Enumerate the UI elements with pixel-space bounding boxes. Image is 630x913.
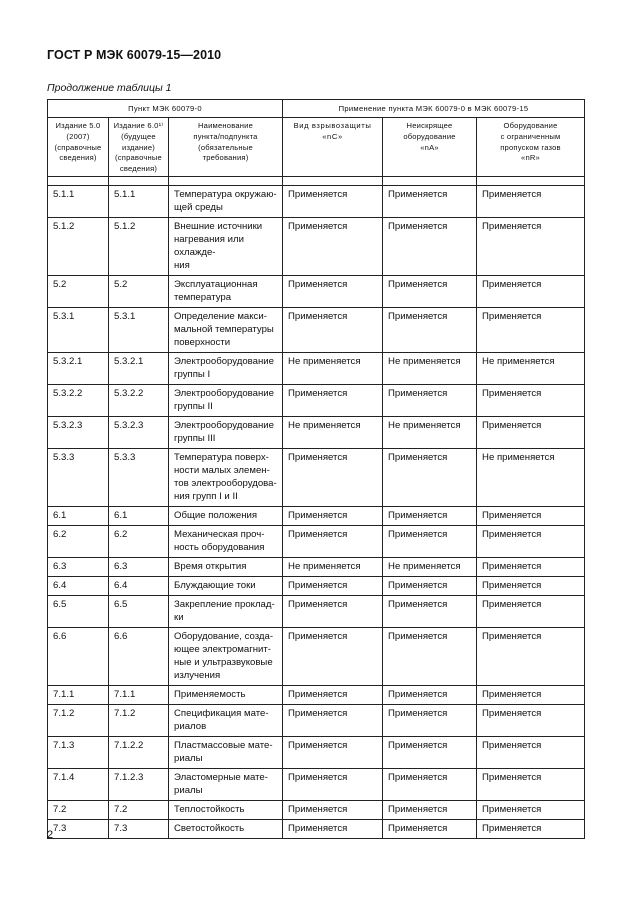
cell-na: Применяется xyxy=(383,596,477,628)
cell-edition-6: 5.2 xyxy=(109,276,169,308)
group-header-row xyxy=(48,100,585,118)
cell-nc: Применяется xyxy=(283,526,383,558)
cell-clause-name xyxy=(169,385,283,417)
cell-clause-name xyxy=(169,449,283,507)
cell-edition-6: 6.5 xyxy=(109,596,169,628)
cell-edition-6: 6.3 xyxy=(109,558,169,577)
cell-nr: Применяется xyxy=(477,526,585,558)
clause-name-line: тов электрооборудова- xyxy=(174,478,277,489)
cell-nc: Не применяется xyxy=(283,353,383,385)
table-continuation-caption: Продолжение таблицы 1 xyxy=(47,82,172,94)
clause-name-line: ки xyxy=(174,612,184,623)
column-header-line: издание) xyxy=(122,142,155,152)
clause-name-line: группы I xyxy=(174,369,211,380)
table-row xyxy=(48,353,585,385)
cell-clause-name xyxy=(169,353,283,385)
page-number: 2 xyxy=(47,829,54,841)
cell-edition-5: 7.1.3 xyxy=(48,737,109,769)
table-row xyxy=(48,417,585,449)
table-row xyxy=(48,577,585,596)
table-row xyxy=(48,449,585,507)
cell-nr: Применяется xyxy=(477,596,585,628)
cell-na: Не применяется xyxy=(383,353,477,385)
cell-na: Применяется xyxy=(383,276,477,308)
cell-clause-name xyxy=(169,737,283,769)
column-header-line: сведения) xyxy=(59,153,97,163)
column-header-line: оборудование xyxy=(403,131,456,141)
cell-na: Применяется xyxy=(383,526,477,558)
cell-nr: Применяется xyxy=(477,558,585,577)
clause-name-line: Закрепление проклад- xyxy=(174,599,275,610)
cell-nc: Не применяется xyxy=(283,558,383,577)
column-header-line: (будущее xyxy=(121,131,156,141)
cell-na: Применяется xyxy=(383,705,477,737)
column-header-line: пункта/подпункта xyxy=(193,131,258,141)
cell-edition-6: 5.3.2.3 xyxy=(109,417,169,449)
clause-name-line: Общие положения xyxy=(174,510,258,521)
cell-nc: Применяется xyxy=(283,628,383,686)
clause-name-line: Время открытия xyxy=(174,561,247,572)
table-row xyxy=(48,507,585,526)
cell-nr: Применяется xyxy=(477,417,585,449)
cell-nc: Применяется xyxy=(283,276,383,308)
table-row xyxy=(48,628,585,686)
clause-name-line: Эксплуатационная xyxy=(174,279,258,290)
cell-nc: Применяется xyxy=(283,705,383,737)
cell-edition-6: 6.1 xyxy=(109,507,169,526)
cell-nc: Применяется xyxy=(283,308,383,353)
cell-edition-5: 7.1.4 xyxy=(48,769,109,801)
column-header-line: требования) xyxy=(202,153,249,163)
cell-na: Применяется xyxy=(383,218,477,276)
cell-clause-name xyxy=(169,686,283,705)
cell-edition-6: 6.4 xyxy=(109,577,169,596)
column-header-line: (обязательные xyxy=(198,142,253,152)
requirements-table xyxy=(47,99,585,839)
column-header-line: Вид взрывозащиты xyxy=(293,121,372,130)
table-row xyxy=(48,769,585,801)
column-header-line: Издание 5.0 xyxy=(55,121,101,130)
cell-nc: Применяется xyxy=(283,186,383,218)
cell-clause-name xyxy=(169,769,283,801)
cell-edition-5: 6.4 xyxy=(48,577,109,596)
column-header-edition-6 xyxy=(109,118,169,177)
cell-nr: Применяется xyxy=(477,507,585,526)
cell-nr: Применяется xyxy=(477,737,585,769)
cell-edition-6: 5.3.3 xyxy=(109,449,169,507)
cell-nc: Не применяется xyxy=(283,417,383,449)
cell-edition-5: 7.1.2 xyxy=(48,705,109,737)
cell-edition-5: 5.1.2 xyxy=(48,218,109,276)
cell-clause-name xyxy=(169,801,283,820)
cell-nc: Применяется xyxy=(283,820,383,839)
clause-name-line: излучения xyxy=(174,670,221,681)
group-header-iec-clause: Пункт МЭК 60079-0 xyxy=(48,100,283,118)
table-row xyxy=(48,705,585,737)
cell-edition-6: 6.6 xyxy=(109,628,169,686)
cell-edition-5: 5.3.1 xyxy=(48,308,109,353)
cell-clause-name xyxy=(169,820,283,839)
cell-na: Применяется xyxy=(383,686,477,705)
cell-nr: Применяется xyxy=(477,801,585,820)
cell-na: Применяется xyxy=(383,186,477,218)
cell-clause-name xyxy=(169,596,283,628)
table-row xyxy=(48,596,585,628)
cell-na: Применяется xyxy=(383,385,477,417)
column-header-line: Оборудование xyxy=(503,121,558,130)
cell-nr: Применяется xyxy=(477,218,585,276)
cell-clause-name xyxy=(169,186,283,218)
cell-nc: Применяется xyxy=(283,385,383,417)
column-header-line: Наименование xyxy=(197,121,254,130)
table-row xyxy=(48,558,585,577)
header-spacer-row xyxy=(48,177,585,186)
cell-edition-5: 5.3.2.2 xyxy=(48,385,109,417)
cell-nc: Применяется xyxy=(283,218,383,276)
cell-na: Применяется xyxy=(383,628,477,686)
cell-edition-6: 5.3.2.1 xyxy=(109,353,169,385)
document-title: ГОСТ Р МЭК 60079-15—2010 xyxy=(47,48,222,62)
column-header-line: «nR» xyxy=(521,153,540,163)
cell-edition-6: 7.3 xyxy=(109,820,169,839)
group-header-application: Применение пункта МЭК 60079-0 в МЭК 60079-15 xyxy=(283,100,585,118)
cell-edition-6: 7.2 xyxy=(109,801,169,820)
clause-name-line: щей среды xyxy=(174,202,223,213)
clause-name-line: Спецификация мате- xyxy=(174,708,269,719)
cell-edition-5: 6.2 xyxy=(48,526,109,558)
cell-na: Применяется xyxy=(383,820,477,839)
cell-clause-name xyxy=(169,705,283,737)
cell-nc: Применяется xyxy=(283,507,383,526)
table-row xyxy=(48,385,585,417)
cell-edition-6: 5.3.1 xyxy=(109,308,169,353)
column-header-edition-5 xyxy=(48,118,109,177)
column-header-line: пропуском газов xyxy=(500,142,561,152)
cell-nr: Применяется xyxy=(477,705,585,737)
clause-name-line: Температура окружаю- xyxy=(174,189,277,200)
clause-name-line: ния xyxy=(174,260,190,271)
cell-nr: Не применяется xyxy=(477,353,585,385)
cell-nc: Применяется xyxy=(283,686,383,705)
cell-nc: Применяется xyxy=(283,769,383,801)
clause-name-line: Применяемость xyxy=(174,689,246,700)
cell-nr: Применяется xyxy=(477,276,585,308)
table-row xyxy=(48,276,585,308)
clause-name-line: Электрооборудование xyxy=(174,356,275,367)
cell-nr: Применяется xyxy=(477,769,585,801)
cell-nr: Применяется xyxy=(477,686,585,705)
cell-na: Применяется xyxy=(383,769,477,801)
cell-edition-6: 5.3.2.2 xyxy=(109,385,169,417)
cell-edition-5: 6.6 xyxy=(48,628,109,686)
cell-clause-name xyxy=(169,417,283,449)
column-header-line: с ограниченным xyxy=(500,131,561,141)
table-row xyxy=(48,308,585,353)
table-row xyxy=(48,686,585,705)
cell-edition-5: 5.2 xyxy=(48,276,109,308)
clause-name-line: риалы xyxy=(174,785,203,796)
column-header-line: Издание 6.0¹⁾ xyxy=(113,121,164,130)
cell-nr: Применяется xyxy=(477,820,585,839)
cell-na: Применяется xyxy=(383,449,477,507)
column-header-line: сведения) xyxy=(119,164,158,174)
clause-name-line: ности малых элемен- xyxy=(174,465,270,476)
cell-na: Применяется xyxy=(383,737,477,769)
clause-name-line: группы II xyxy=(174,401,213,412)
clause-name-line: Температура поверх- xyxy=(174,452,269,463)
cell-nc: Применяется xyxy=(283,449,383,507)
clause-name-line: Теплостойкость xyxy=(174,804,245,815)
cell-edition-5: 6.3 xyxy=(48,558,109,577)
cell-nr: Применяется xyxy=(477,308,585,353)
clause-name-line: Пластмассовые мате- xyxy=(174,740,273,751)
clause-name-line: ния групп I и II xyxy=(174,491,238,502)
column-header-line: (справочные xyxy=(115,153,162,163)
cell-nr: Применяется xyxy=(477,628,585,686)
clause-name-line: Механическая проч- xyxy=(174,529,265,540)
clause-name-line: Электрооборудование xyxy=(174,388,275,399)
clause-name-line: Светостойкость xyxy=(174,823,245,834)
cell-na: Не применяется xyxy=(383,558,477,577)
cell-edition-5: 6.5 xyxy=(48,596,109,628)
cell-clause-name xyxy=(169,218,283,276)
cell-nc: Применяется xyxy=(283,596,383,628)
cell-clause-name xyxy=(169,558,283,577)
cell-na: Применяется xyxy=(383,308,477,353)
clause-name-line: мальной температуры xyxy=(174,324,274,335)
table-row xyxy=(48,218,585,276)
column-header-restricted-breathing-nr xyxy=(477,118,585,177)
cell-edition-5: 7.1.1 xyxy=(48,686,109,705)
column-header-line: Неискрящее xyxy=(406,121,453,130)
cell-clause-name xyxy=(169,276,283,308)
cell-nc: Применяется xyxy=(283,577,383,596)
clause-name-line: ные и ультразвуковые xyxy=(174,657,273,668)
cell-clause-name xyxy=(169,507,283,526)
clause-name-line: ность оборудования xyxy=(174,542,265,553)
clause-name-line: ющее электромагнит- xyxy=(174,644,271,655)
cell-na: Применяется xyxy=(383,801,477,820)
cell-na: Применяется xyxy=(383,507,477,526)
column-header-line: (справочные xyxy=(54,142,102,152)
clause-name-line: нагревания или охлажде- xyxy=(174,234,244,258)
cell-na: Применяется xyxy=(383,577,477,596)
cell-nr: Применяется xyxy=(477,577,585,596)
cell-edition-6: 7.1.2.2 xyxy=(109,737,169,769)
clause-name-line: риалов xyxy=(174,721,207,732)
clause-name-line: риалы xyxy=(174,753,203,764)
clause-name-line: группы III xyxy=(174,433,216,444)
table-row xyxy=(48,737,585,769)
table-row xyxy=(48,820,585,839)
cell-na: Не применяется xyxy=(383,417,477,449)
cell-edition-5: 5.3.3 xyxy=(48,449,109,507)
clause-name-line: Эластомерные мате- xyxy=(174,772,268,783)
table-row xyxy=(48,186,585,218)
cell-clause-name xyxy=(169,526,283,558)
clause-name-line: Внешние источники xyxy=(174,221,263,232)
clause-name-line: поверхности xyxy=(174,337,231,348)
cell-edition-6: 7.1.1 xyxy=(109,686,169,705)
table-row xyxy=(48,801,585,820)
clause-name-line: Определение макси- xyxy=(174,311,267,322)
cell-nr: Применяется xyxy=(477,186,585,218)
cell-nr: Не применяется xyxy=(477,449,585,507)
column-header-type-nc xyxy=(283,118,383,177)
cell-edition-6: 5.1.2 xyxy=(109,218,169,276)
cell-edition-5: 5.1.1 xyxy=(48,186,109,218)
cell-edition-5: 5.3.2.1 xyxy=(48,353,109,385)
cell-clause-name xyxy=(169,577,283,596)
column-header-line: (2007) xyxy=(66,131,90,141)
cell-nc: Применяется xyxy=(283,737,383,769)
cell-nr: Применяется xyxy=(477,385,585,417)
clause-name-line: Электрооборудование xyxy=(174,420,275,431)
table-row xyxy=(48,526,585,558)
column-header-clause-name xyxy=(169,118,283,177)
column-header-line: «nA» xyxy=(420,142,439,152)
cell-clause-name xyxy=(169,308,283,353)
clause-name-line: Оборудование, созда- xyxy=(174,631,274,642)
cell-edition-5: 6.1 xyxy=(48,507,109,526)
cell-edition-6: 6.2 xyxy=(109,526,169,558)
column-header-non-sparking-na xyxy=(383,118,477,177)
cell-edition-6: 7.1.2 xyxy=(109,705,169,737)
cell-edition-5: 5.3.2.3 xyxy=(48,417,109,449)
cell-edition-6: 7.1.2.3 xyxy=(109,769,169,801)
cell-edition-5: 7.2 xyxy=(48,801,109,820)
clause-name-line: Блуждающие токи xyxy=(174,580,256,591)
column-header-row xyxy=(48,118,585,177)
cell-edition-6: 5.1.1 xyxy=(109,186,169,218)
column-header-line: «nC» xyxy=(322,131,343,141)
clause-name-line: температура xyxy=(174,292,232,303)
cell-nc: Применяется xyxy=(283,801,383,820)
cell-edition-5: 7.3 xyxy=(48,820,109,839)
cell-clause-name xyxy=(169,628,283,686)
